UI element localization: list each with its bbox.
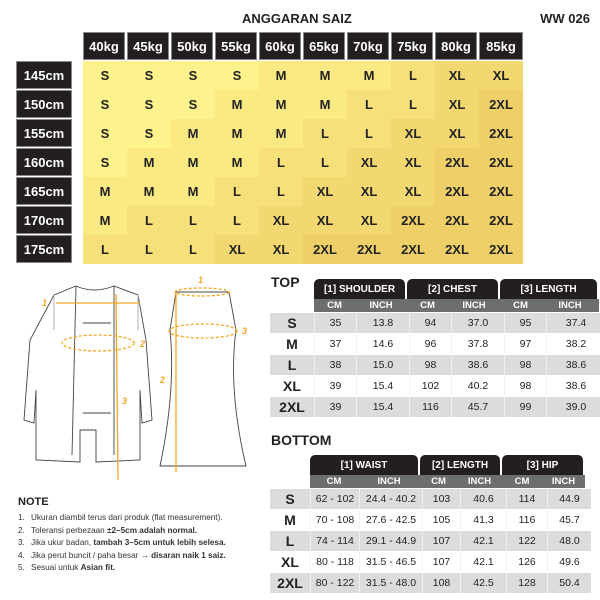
height-label: 155cm bbox=[16, 119, 72, 147]
size-cell: XL bbox=[259, 206, 303, 235]
top-sub-header bbox=[314, 299, 599, 312]
measurement-cell: 40.6 bbox=[460, 489, 506, 509]
measurement-cell: 107 bbox=[422, 531, 460, 551]
size-cell: M bbox=[171, 177, 215, 206]
weight-header-cell: 80kg bbox=[435, 32, 477, 60]
row-spacer bbox=[72, 90, 83, 118]
measurement-cell: 41.3 bbox=[460, 510, 506, 530]
unit-header: CM bbox=[420, 300, 435, 311]
top-group-header bbox=[314, 279, 599, 299]
height-rows bbox=[16, 61, 523, 264]
size-cell: M bbox=[259, 61, 303, 90]
size-cell: 2XL bbox=[479, 235, 523, 264]
table-row bbox=[270, 552, 591, 572]
table-row bbox=[270, 573, 591, 593]
bottom-group-header bbox=[310, 455, 585, 475]
size-cell: 2XL bbox=[391, 206, 435, 235]
size-cell: 2XL bbox=[479, 206, 523, 235]
size-cell: L bbox=[171, 206, 215, 235]
measurement-cell: 98 bbox=[409, 355, 451, 375]
size-cell: XL bbox=[435, 119, 479, 148]
size-cell: S bbox=[171, 61, 215, 90]
notes-title: NOTE bbox=[18, 496, 49, 508]
size-label: XL bbox=[283, 378, 301, 394]
unit-header: INCH bbox=[377, 476, 401, 487]
cardigan-label-1: 1 bbox=[42, 298, 48, 308]
measurement-cell: 98 bbox=[504, 355, 546, 375]
measurement-cell: 45.7 bbox=[547, 510, 591, 530]
bottom-table-title: BOTTOM bbox=[271, 432, 332, 448]
top-rows bbox=[270, 313, 600, 418]
size-cell: 2XL bbox=[479, 177, 523, 206]
measurement-cell: 38 bbox=[314, 355, 356, 375]
size-cell: XL bbox=[303, 206, 347, 235]
note-number: 3. bbox=[18, 538, 25, 547]
note-item bbox=[18, 550, 268, 563]
measurement-cell: 74 - 114 bbox=[310, 531, 359, 551]
size-cell: L bbox=[391, 90, 435, 119]
table-row bbox=[270, 510, 591, 530]
measurement-cell: 108 bbox=[422, 573, 460, 593]
measurement-cell: 96 bbox=[409, 334, 451, 354]
height-label: 150cm bbox=[16, 90, 72, 118]
size-cell: XL bbox=[215, 235, 259, 264]
measurement-cell: 24.4 - 40.2 bbox=[359, 489, 422, 509]
cardigan-label-2: 2 bbox=[140, 339, 146, 349]
table-row bbox=[270, 334, 600, 354]
size-cell: S bbox=[83, 119, 127, 148]
weight-header-cell: 50kg bbox=[171, 32, 213, 60]
cardigan-drawing bbox=[24, 286, 152, 462]
measurement-cell: 128 bbox=[506, 573, 547, 593]
size-cell: M bbox=[303, 61, 347, 90]
measurement-cell: 38.6 bbox=[546, 376, 600, 396]
note-text bbox=[31, 525, 197, 538]
size-cell: S bbox=[83, 90, 127, 119]
note-text bbox=[31, 550, 226, 563]
size-cell: M bbox=[171, 148, 215, 177]
weight-header-cell: 85kg bbox=[479, 32, 523, 60]
weight-header-row bbox=[83, 32, 523, 60]
size-cell: 2XL bbox=[435, 235, 479, 264]
size-label: L bbox=[287, 357, 297, 373]
height-label: 160cm bbox=[16, 148, 72, 176]
measurement-cell: 42.1 bbox=[460, 531, 506, 551]
size-cell: M bbox=[215, 148, 259, 177]
size-cell: M bbox=[127, 148, 171, 177]
table-row bbox=[270, 489, 591, 509]
size-cell: XL bbox=[347, 206, 391, 235]
size-cell: L bbox=[391, 61, 435, 90]
weight-header-cell: 60kg bbox=[259, 32, 301, 60]
measurement-cell: 103 bbox=[422, 489, 460, 509]
size-cell: L bbox=[259, 177, 303, 206]
notes-section bbox=[18, 496, 268, 575]
measurement-cell: 35 bbox=[314, 313, 356, 333]
size-label: XL bbox=[281, 554, 299, 570]
column-group-header: [3] HIP bbox=[502, 455, 583, 475]
height-row bbox=[16, 148, 523, 176]
measurement-cell: 122 bbox=[506, 531, 547, 551]
measurement-cell: 27.6 - 42.5 bbox=[359, 510, 422, 530]
size-cell: S bbox=[215, 61, 259, 90]
product-code: WW 026 bbox=[540, 11, 590, 26]
size-cell: L bbox=[259, 148, 303, 177]
size-cell: M bbox=[215, 90, 259, 119]
note-plain: Sesuai untuk bbox=[31, 563, 81, 572]
size-cell: M bbox=[347, 61, 391, 90]
measurement-cell: 98 bbox=[504, 376, 546, 396]
height-label: 175cm bbox=[16, 235, 72, 263]
note-number: 1. bbox=[18, 513, 25, 522]
measurement-cell: 42.5 bbox=[460, 573, 506, 593]
column-group-header: [1] WAIST bbox=[310, 455, 418, 475]
size-cell: S bbox=[127, 119, 171, 148]
top-table-title: TOP bbox=[271, 274, 300, 290]
measurement-cell: 62 - 102 bbox=[310, 489, 359, 509]
chart-title: ANGGARAN SAIZ bbox=[242, 11, 352, 26]
size-cell: M bbox=[83, 206, 127, 235]
measurement-cell: 42.1 bbox=[460, 552, 506, 572]
column-group-header: [3] LENGTH bbox=[500, 279, 597, 299]
measurement-cell: 38.2 bbox=[546, 334, 600, 354]
height-row bbox=[16, 119, 523, 147]
row-spacer bbox=[72, 177, 83, 205]
measurement-cell: 70 - 108 bbox=[310, 510, 359, 530]
bottom-rows bbox=[270, 489, 591, 594]
skirt-label-2: 2 bbox=[160, 375, 166, 385]
row-spacer bbox=[72, 206, 83, 234]
note-item bbox=[18, 562, 268, 575]
size-label: 2XL bbox=[277, 575, 303, 591]
size-label: L bbox=[285, 533, 295, 549]
measurement-cell: 126 bbox=[506, 552, 547, 572]
size-cell: 2XL bbox=[435, 206, 479, 235]
note-text bbox=[31, 512, 223, 525]
weight-header-cell: 45kg bbox=[127, 32, 169, 60]
measurement-cell: 48.0 bbox=[547, 531, 591, 551]
measurement-cell: 37.0 bbox=[451, 313, 504, 333]
table-row bbox=[270, 355, 600, 375]
unit-header: INCH bbox=[369, 300, 393, 311]
column-group-header: [2] CHEST bbox=[407, 279, 498, 299]
measurement-cell: 95 bbox=[504, 313, 546, 333]
size-cell: M bbox=[303, 90, 347, 119]
weight-header-cell: 65kg bbox=[303, 32, 345, 60]
note-bold: ±2–5cm adalah normal. bbox=[107, 525, 198, 535]
height-row bbox=[16, 90, 523, 118]
size-cell: S bbox=[83, 148, 127, 177]
size-cell: L bbox=[303, 119, 347, 148]
cardigan-label-3: 3 bbox=[122, 396, 128, 406]
measurement-cell: 29.1 - 44.9 bbox=[359, 531, 422, 551]
note-plain: Toleransi perbezaan bbox=[31, 525, 108, 535]
measurement-cell: 39 bbox=[314, 397, 356, 417]
note-number: 5. bbox=[18, 563, 25, 572]
measurement-cell: 80 - 118 bbox=[310, 552, 359, 572]
skirt-label-3: 3 bbox=[242, 326, 248, 336]
weight-header-cell: 75kg bbox=[391, 32, 433, 60]
size-cell: 2XL bbox=[391, 235, 435, 264]
measurement-cell: 80 - 122 bbox=[310, 573, 359, 593]
weight-header-cell: 55kg bbox=[215, 32, 257, 60]
size-cell: L bbox=[127, 206, 171, 235]
measurement-cell: 14.6 bbox=[356, 334, 409, 354]
unit-header: CM bbox=[514, 476, 530, 487]
measurement-cell: 15.0 bbox=[356, 355, 409, 375]
note-bold: Asian fit. bbox=[80, 563, 116, 572]
size-cell: 2XL bbox=[435, 177, 479, 206]
table-row bbox=[270, 376, 600, 396]
size-cell: XL bbox=[391, 119, 435, 148]
notes-list bbox=[18, 512, 268, 575]
size-cell: M bbox=[171, 119, 215, 148]
size-cell: S bbox=[171, 90, 215, 119]
size-label: S bbox=[285, 491, 295, 507]
row-spacer bbox=[72, 119, 83, 147]
table-row bbox=[270, 397, 600, 417]
note-bold: disaran naik 1 saiz. bbox=[151, 550, 226, 560]
measurement-cell: 44.9 bbox=[547, 489, 591, 509]
size-cell: XL bbox=[479, 61, 523, 90]
height-label: 165cm bbox=[16, 177, 72, 205]
size-cell: L bbox=[215, 206, 259, 235]
garment-illustration bbox=[14, 270, 254, 480]
note-number: 4. bbox=[18, 550, 25, 560]
measurement-cell: 37.4 bbox=[546, 313, 600, 333]
note-number: 2. bbox=[18, 525, 25, 535]
size-cell: M bbox=[127, 177, 171, 206]
height-row bbox=[16, 235, 523, 263]
height-label: 145cm bbox=[16, 61, 72, 89]
note-item bbox=[18, 525, 268, 538]
size-cell: M bbox=[259, 90, 303, 119]
note-text bbox=[31, 537, 226, 550]
size-label: 2XL bbox=[279, 399, 305, 415]
size-cell: 2XL bbox=[479, 148, 523, 177]
table-row bbox=[270, 531, 591, 551]
note-item bbox=[18, 512, 268, 525]
measurement-cell: 38.6 bbox=[546, 355, 600, 375]
note-plain: Ukuran diambil terus dari produk (flat measurement). bbox=[31, 513, 223, 522]
measurement-cell: 31.5 - 46.5 bbox=[359, 552, 422, 572]
unit-header: CM bbox=[431, 476, 446, 487]
size-cell: L bbox=[347, 119, 391, 148]
measurement-cell: 37.8 bbox=[451, 334, 504, 354]
weight-header-cell: 40kg bbox=[83, 32, 125, 60]
unit-header: CM bbox=[326, 476, 342, 487]
unit-header: INCH bbox=[462, 300, 486, 311]
skirt-label-1: 1 bbox=[198, 275, 204, 285]
size-cell: L bbox=[171, 235, 215, 264]
note-text bbox=[31, 562, 115, 575]
unit-header: INCH bbox=[558, 300, 582, 311]
note-plain: Jika perut buncit / paha besar → bbox=[31, 550, 152, 560]
size-label: S bbox=[287, 315, 297, 331]
size-cell: XL bbox=[259, 235, 303, 264]
measurement-cell: 105 bbox=[422, 510, 460, 530]
skirt-drawing bbox=[160, 292, 246, 466]
size-cell: M bbox=[215, 119, 259, 148]
size-cell: 2XL bbox=[479, 119, 523, 148]
size-cell: 2XL bbox=[479, 90, 523, 119]
unit-header: INCH bbox=[551, 476, 576, 487]
measurement-cell: 15.4 bbox=[356, 397, 409, 417]
size-label: M bbox=[286, 336, 298, 352]
measurement-cell: 102 bbox=[409, 376, 451, 396]
note-item bbox=[18, 537, 268, 550]
measurement-cell: 38.6 bbox=[451, 355, 504, 375]
size-cell: XL bbox=[435, 61, 479, 90]
size-cell: M bbox=[83, 177, 127, 206]
measurement-cell: 31.5 - 48.0 bbox=[359, 573, 422, 593]
column-group-header: [1] SHOULDER bbox=[314, 279, 405, 299]
row-spacer bbox=[72, 235, 83, 263]
height-row bbox=[16, 61, 523, 89]
weight-header-cell: 70kg bbox=[347, 32, 389, 60]
note-plain: Jika ukur badan, bbox=[31, 538, 94, 547]
measurement-cell: 94 bbox=[409, 313, 451, 333]
height-row bbox=[16, 177, 523, 205]
measurement-cell: 37 bbox=[314, 334, 356, 354]
size-cell: S bbox=[127, 90, 171, 119]
measurement-cell: 15.4 bbox=[356, 376, 409, 396]
row-spacer bbox=[72, 61, 83, 89]
measurement-cell: 97 bbox=[504, 334, 546, 354]
size-label: M bbox=[284, 512, 296, 528]
measurement-cell: 40.2 bbox=[451, 376, 504, 396]
measurement-cell: 13.8 bbox=[356, 313, 409, 333]
size-cell: L bbox=[127, 235, 171, 264]
measurement-cell: 39 bbox=[314, 376, 356, 396]
measurement-cell: 50.4 bbox=[547, 573, 591, 593]
size-cell: 2XL bbox=[347, 235, 391, 264]
row-spacer bbox=[72, 148, 83, 176]
size-cell: L bbox=[303, 148, 347, 177]
note-bold: tambah 3–5cm untuk lebih selesa. bbox=[93, 538, 226, 547]
size-cell: S bbox=[127, 61, 171, 90]
column-group-header: [2] LENGTH bbox=[420, 455, 500, 475]
size-cell: M bbox=[259, 119, 303, 148]
measurement-cell: 99 bbox=[504, 397, 546, 417]
size-cell: L bbox=[347, 90, 391, 119]
size-cell: XL bbox=[303, 177, 347, 206]
measurement-cell: 45.7 bbox=[451, 397, 504, 417]
size-cell: XL bbox=[435, 90, 479, 119]
measurement-cell: 49.6 bbox=[547, 552, 591, 572]
measurement-cell: 116 bbox=[409, 397, 451, 417]
measurement-cell: 39.0 bbox=[546, 397, 600, 417]
size-cell: XL bbox=[391, 177, 435, 206]
size-cell: 2XL bbox=[303, 235, 347, 264]
height-row bbox=[16, 206, 523, 234]
size-cell: XL bbox=[391, 148, 435, 177]
measurement-cell: 114 bbox=[506, 489, 547, 509]
table-row bbox=[270, 313, 600, 333]
size-cell: XL bbox=[347, 177, 391, 206]
bottom-sub-header bbox=[310, 475, 585, 488]
height-label: 170cm bbox=[16, 206, 72, 234]
measurement-cell: 107 bbox=[422, 552, 460, 572]
size-cell: XL bbox=[347, 148, 391, 177]
size-cell: L bbox=[215, 177, 259, 206]
measurement-cell: 116 bbox=[506, 510, 547, 530]
size-cell: S bbox=[83, 61, 127, 90]
size-cell: 2XL bbox=[435, 148, 479, 177]
unit-header: CM bbox=[513, 300, 528, 311]
unit-header: INCH bbox=[467, 476, 492, 487]
unit-header: CM bbox=[327, 300, 342, 311]
size-cell: L bbox=[83, 235, 127, 264]
